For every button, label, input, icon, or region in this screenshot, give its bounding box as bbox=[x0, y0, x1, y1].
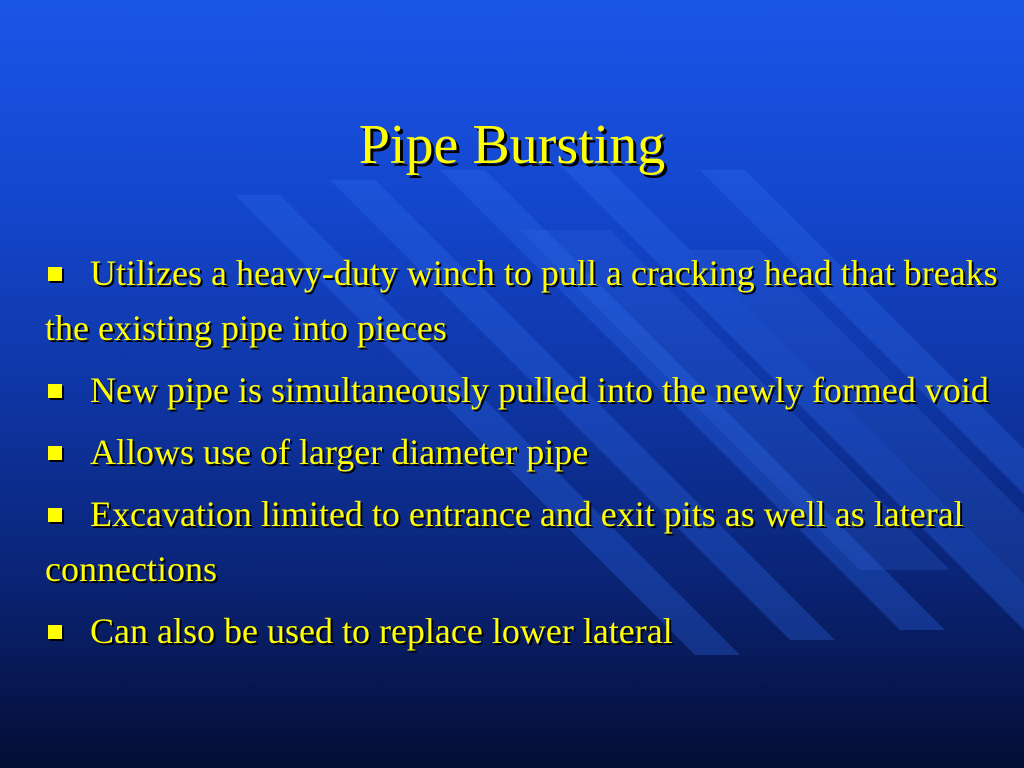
square-bullet-icon bbox=[48, 446, 62, 460]
bullet-text: Can also be used to replace lower lateral bbox=[90, 611, 673, 651]
bullet-item bbox=[45, 425, 1005, 480]
bullet-text: Utilizes a heavy-duty winch to pull a cracking head that breaks the existing pipe into pieces bbox=[45, 253, 998, 348]
bullet-item bbox=[45, 363, 1005, 418]
bullet-text: Excavation limited to entrance and exit pits as well as lateral connections bbox=[45, 494, 964, 589]
square-bullet-icon bbox=[48, 267, 62, 281]
square-bullet-icon bbox=[48, 508, 62, 522]
bullet-text: Allows use of larger diameter pipe bbox=[90, 432, 589, 472]
bullet-item bbox=[45, 487, 1005, 597]
bullet-text: New pipe is simultaneously pulled into the newly formed void bbox=[90, 370, 989, 410]
bullet-item bbox=[45, 246, 1005, 356]
bullet-item bbox=[45, 604, 1005, 659]
square-bullet-icon bbox=[48, 384, 62, 398]
bullet-list bbox=[45, 246, 1005, 666]
square-bullet-icon bbox=[48, 625, 62, 639]
slide-title: Pipe Bursting bbox=[358, 114, 666, 176]
